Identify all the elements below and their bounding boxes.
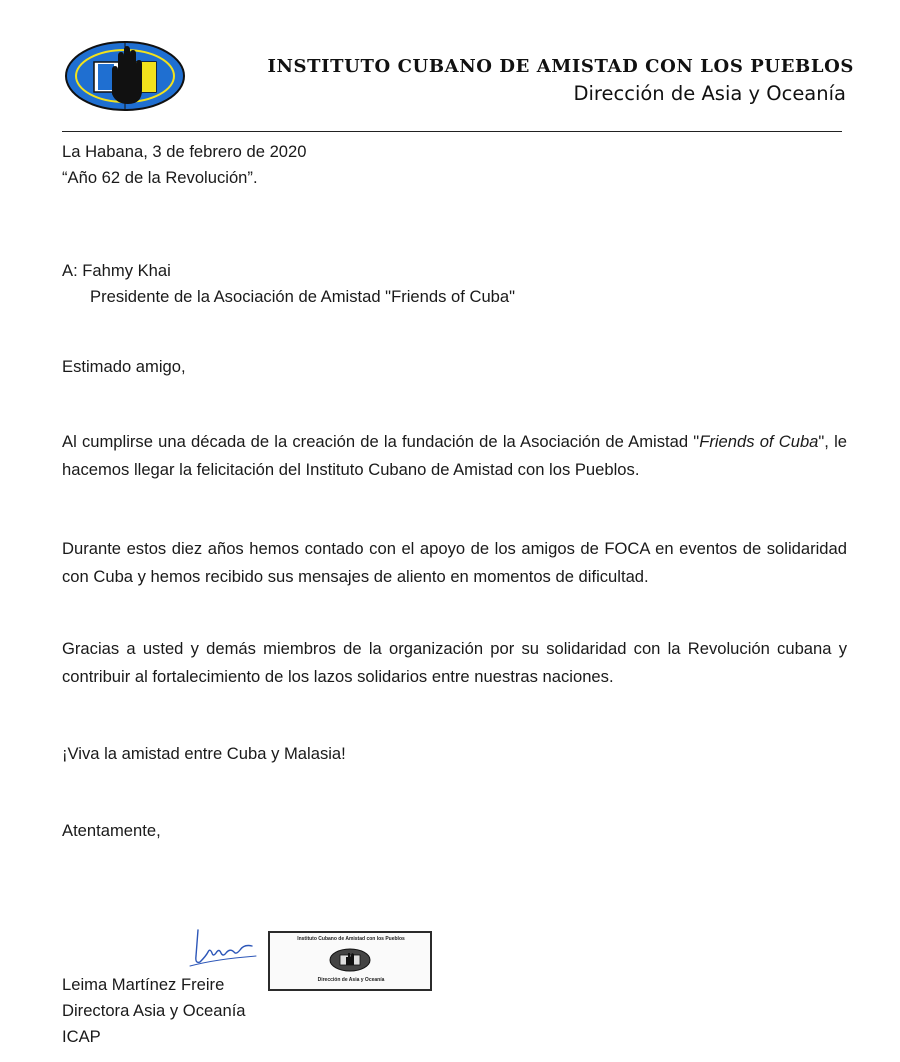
organization-name: INSTITUTO CUBANO DE AMISTAD CON LOS PUEBLOS [267,56,854,77]
paragraph-1-italic: Friends of Cuba [699,432,819,451]
paragraph-thanks: Gracias a usted y demás miembros de la organización por su solidaridad con la Revolución cubana y contribuir al fortalecimiento de los lazos solidarios entre nuestras naciones. [62,639,847,686]
icap-logo-icon [64,40,186,112]
paragraph-1-part-a: Al cumplirse una década de la creación de la fundación de la Asociación de Amistad " [62,432,700,451]
recipient-name: A: Fahmy Khai [62,261,171,280]
handwritten-signature [186,926,266,976]
stamp-top-text: Instituto Cubano de Amistad con los Pueblos [297,936,405,942]
department-name: Dirección de Asia y Oceanía [573,82,846,105]
signatory-organization: ICAP [62,1027,101,1046]
stamp-bottom-text: Dirección de Asia y Oceanía [317,977,385,983]
paragraph-congratulations [62,428,847,483]
signatory-title: Directora Asia y Oceanía [62,1001,246,1020]
stamp-emblem-icon [328,947,372,973]
signatory-name: Leima Martínez Freire [62,975,225,994]
salutation: Estimado amigo, [62,357,186,376]
sign-off: Atentamente, [62,821,161,840]
closing-cheer: ¡Viva la amistad entre Cuba y Malasia! [62,744,346,763]
year-motto: “Año 62 de la Revolución”. [62,168,258,187]
paragraph-support: Durante estos diez años hemos contado con el apoyo de los amigos de FOCA en eventos de solidaridad con Cuba y hemos recibido sus mensajes de aliento en momentos de dificultad. [62,539,847,586]
paragraph-1-part-b: ", le hacemos llegar la felicitación del Instituto Cubano de Amistad con los Pueblos. [62,432,848,479]
place-date: La Habana, 3 de febrero de 2020 [62,142,307,161]
recipient-title: Presidente de la Asociación de Amistad "Friends of Cuba" [90,287,516,306]
official-stamp [268,931,432,991]
header-divider [62,131,842,132]
